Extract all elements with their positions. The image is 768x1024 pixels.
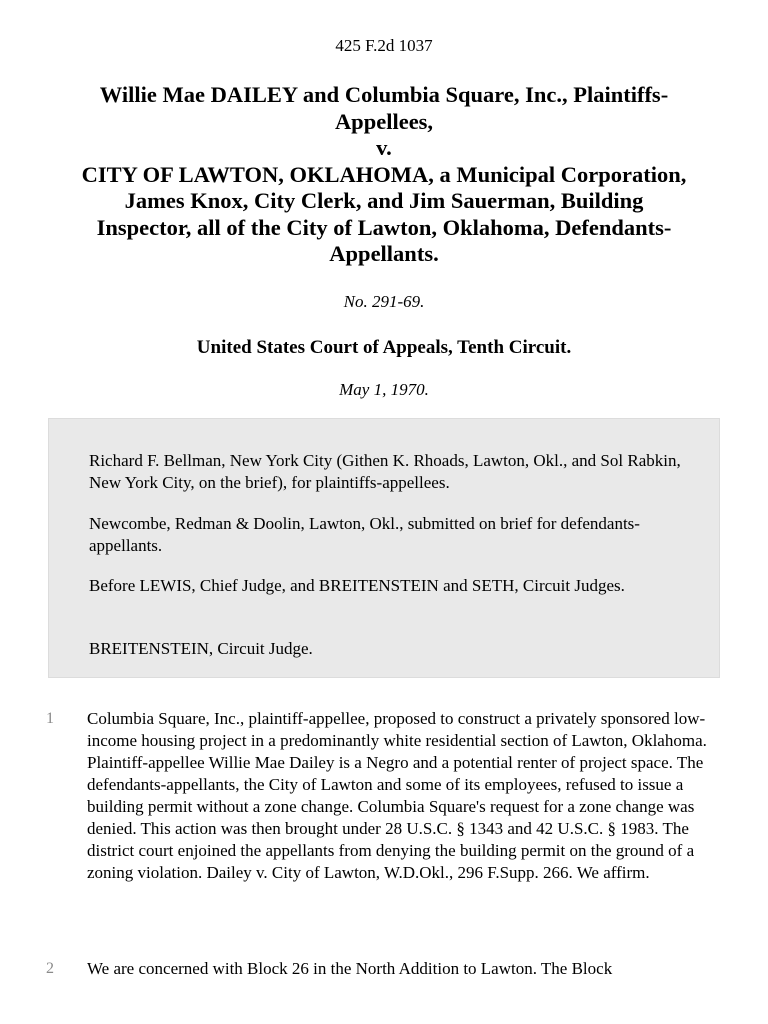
case-title-line: Appellees, — [334, 108, 434, 134]
opinion-author: BREITENSTEIN, Circuit Judge. — [89, 639, 313, 658]
counsel-box — [48, 418, 720, 678]
case-title-line: CITY OF LAWTON, OKLAHOMA, a Municipal Corporation, — [81, 161, 687, 187]
case-title-line: Appellants. — [329, 241, 439, 266]
panel-judges: Before LEWIS, Chief Judge, and BREITENSTEIN and SETH, Circuit Judges. — [89, 576, 625, 595]
paragraph-text: Columbia Square, Inc., plaintiff-appellee, proposed to construct a privately sponsored low-income housing project in a predominantly white residential section of Lawton, Oklahoma. Plaintiff-appellee Willie Mae Dailey is a Negro and a potential renter of project space. The defendants-appellants, the City of Lawton and some of its employees, refused to issue a building permit without a zone change. Columbia Square's request for a zone change was denied. This action was then brought under 28 U.S.C. § 1343 and 42 U.S.C. § 1983. The district court enjoined the appellants from denying the building permit on the ground of a zoning violation. Dailey v. City of Lawton, W.D.Okl., 296 F.Supp. 266. We affirm. — [87, 709, 707, 882]
case-title-line: Inspector, all of the City of Lawton, Oklahoma, Defendants- — [96, 214, 672, 240]
case-title — [40, 82, 728, 268]
docket-number: No. 291-69. — [343, 292, 425, 311]
case-title-line: James Knox, City Clerk, and Jim Sauerman, Building — [124, 188, 644, 213]
counsel-defendants: Newcombe, Redman & Doolin, Lawton, Okl., submitted on brief for defendants-appellants. — [89, 514, 640, 555]
paragraph-number: 1 — [46, 710, 54, 727]
paragraph-number: 2 — [46, 960, 54, 977]
decision-date: May 1, 1970. — [339, 380, 429, 399]
counsel-plaintiffs: Richard F. Bellman, New York City (Githen K. Rhoads, Lawton, Okl., and Sol Rabkin, New York City, on the brief), for plaintiffs-appellees. — [89, 451, 681, 492]
case-citation: 425 F.2d 1037 — [335, 36, 433, 55]
court-name: United States Court of Appeals, Tenth Circuit. — [196, 337, 572, 358]
case-title-line: v. — [376, 135, 392, 160]
paragraph-text: We are concerned with Block 26 in the North Addition to Lawton. The Block — [87, 959, 613, 978]
case-title-line: Willie Mae DAILEY and Columbia Square, Inc., Plaintiffs- — [99, 82, 669, 107]
